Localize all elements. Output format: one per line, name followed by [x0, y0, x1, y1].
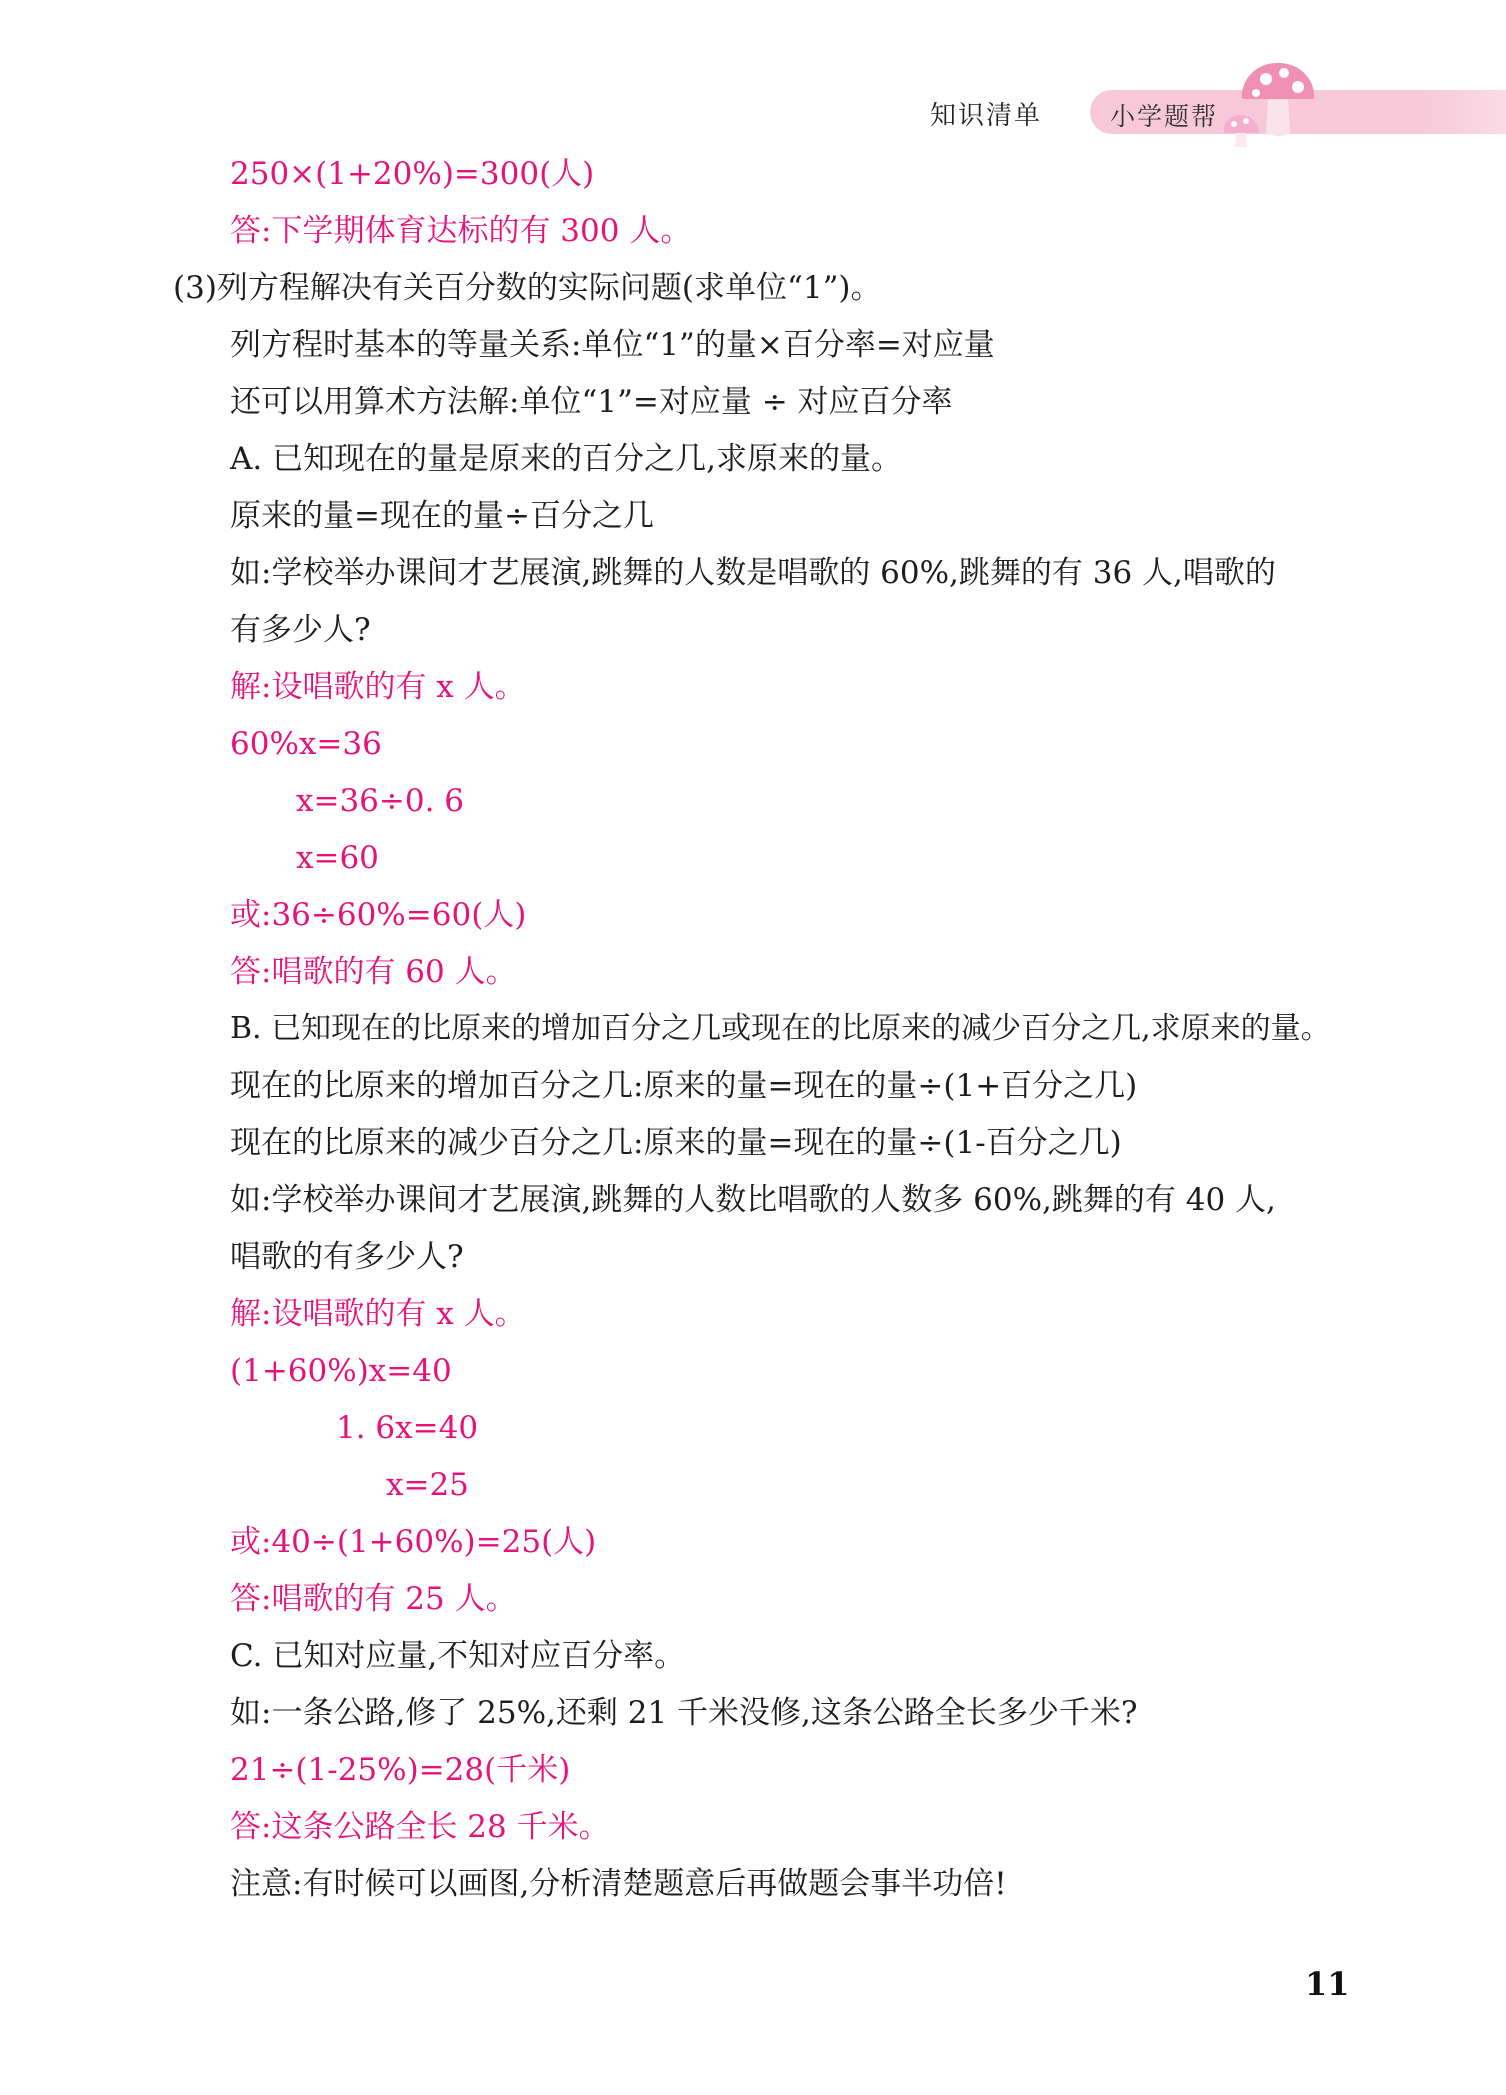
solution-line: 解:设唱歌的有 x 人。: [230, 669, 526, 705]
alternative-line: 或:36÷60%=60(人): [230, 897, 527, 933]
calculation-line: 21÷(1-25%)=28(千米): [230, 1752, 571, 1788]
note-line: 注意:有时候可以画图,分析清楚题意后再做题会事半功倍!: [230, 1866, 1007, 1902]
text-line: 现在的比原来的减少百分之几:原来的量=现在的量÷(1-百分之几): [230, 1125, 1122, 1161]
example-line: 如:一条公路,修了 25%,还剩 21 千米没修,这条公路全长多少千米?: [230, 1695, 1138, 1731]
section-heading: (3)列方程解决有关百分数的实际问题(求单位“1”)。: [173, 270, 882, 306]
answer-line: 答:唱歌的有 25 人。: [230, 1581, 517, 1617]
answer-line: 答:这条公路全长 28 千米。: [230, 1809, 610, 1845]
subsection-heading: C. 已知对应量,不知对应百分率。: [230, 1638, 686, 1674]
alternative-line: 或:40÷(1+60%)=25(人): [230, 1524, 597, 1560]
equation-line: x=60: [296, 840, 379, 876]
header-section-title: 知识清单: [930, 101, 1043, 131]
equation-line: (1+60%)x=40: [230, 1353, 452, 1389]
text-line: 还可以用算术方法解:单位“1”=对应量 ÷ 对应百分率: [230, 384, 953, 420]
calculation-line: 250×(1+20%)=300(人): [230, 156, 595, 192]
example-line: 有多少人?: [230, 612, 371, 648]
equation-line: 1. 6x=40: [336, 1410, 479, 1446]
text-line: 原来的量=现在的量÷百分之几: [230, 498, 654, 534]
header-brand: 小学题帮: [1110, 102, 1219, 131]
example-line: 如:学校举办课间才艺展演,跳舞的人数是唱歌的 60%,跳舞的有 36 人,唱歌的: [230, 555, 1276, 591]
example-line: 唱歌的有多少人?: [230, 1239, 464, 1275]
equation-line: x=25: [386, 1467, 469, 1503]
solution-line: 解:设唱歌的有 x 人。: [230, 1296, 526, 1332]
example-line: 如:学校举办课间才艺展演,跳舞的人数比唱歌的人数多 60%,跳舞的有 40 人,: [230, 1182, 1276, 1218]
mushroom-icon: [1218, 55, 1338, 150]
page-number: 11: [1305, 1965, 1350, 2003]
subsection-heading: B. 已知现在的比原来的增加百分之几或现在的比原来的减少百分之几,求原来的量。: [230, 1011, 1331, 1046]
text-line: 现在的比原来的增加百分之几:原来的量=现在的量÷(1+百分之几): [230, 1068, 1138, 1104]
equation-line: 60%x=36: [230, 726, 382, 762]
answer-line: 答:下学期体育达标的有 300 人。: [230, 213, 692, 249]
subsection-heading: A. 已知现在的量是原来的百分之几,求原来的量。: [230, 441, 902, 477]
answer-line: 答:唱歌的有 60 人。: [230, 954, 517, 990]
text-line: 列方程时基本的等量关系:单位“1”的量×百分率=对应量: [230, 327, 995, 363]
equation-line: x=36÷0. 6: [296, 783, 465, 819]
